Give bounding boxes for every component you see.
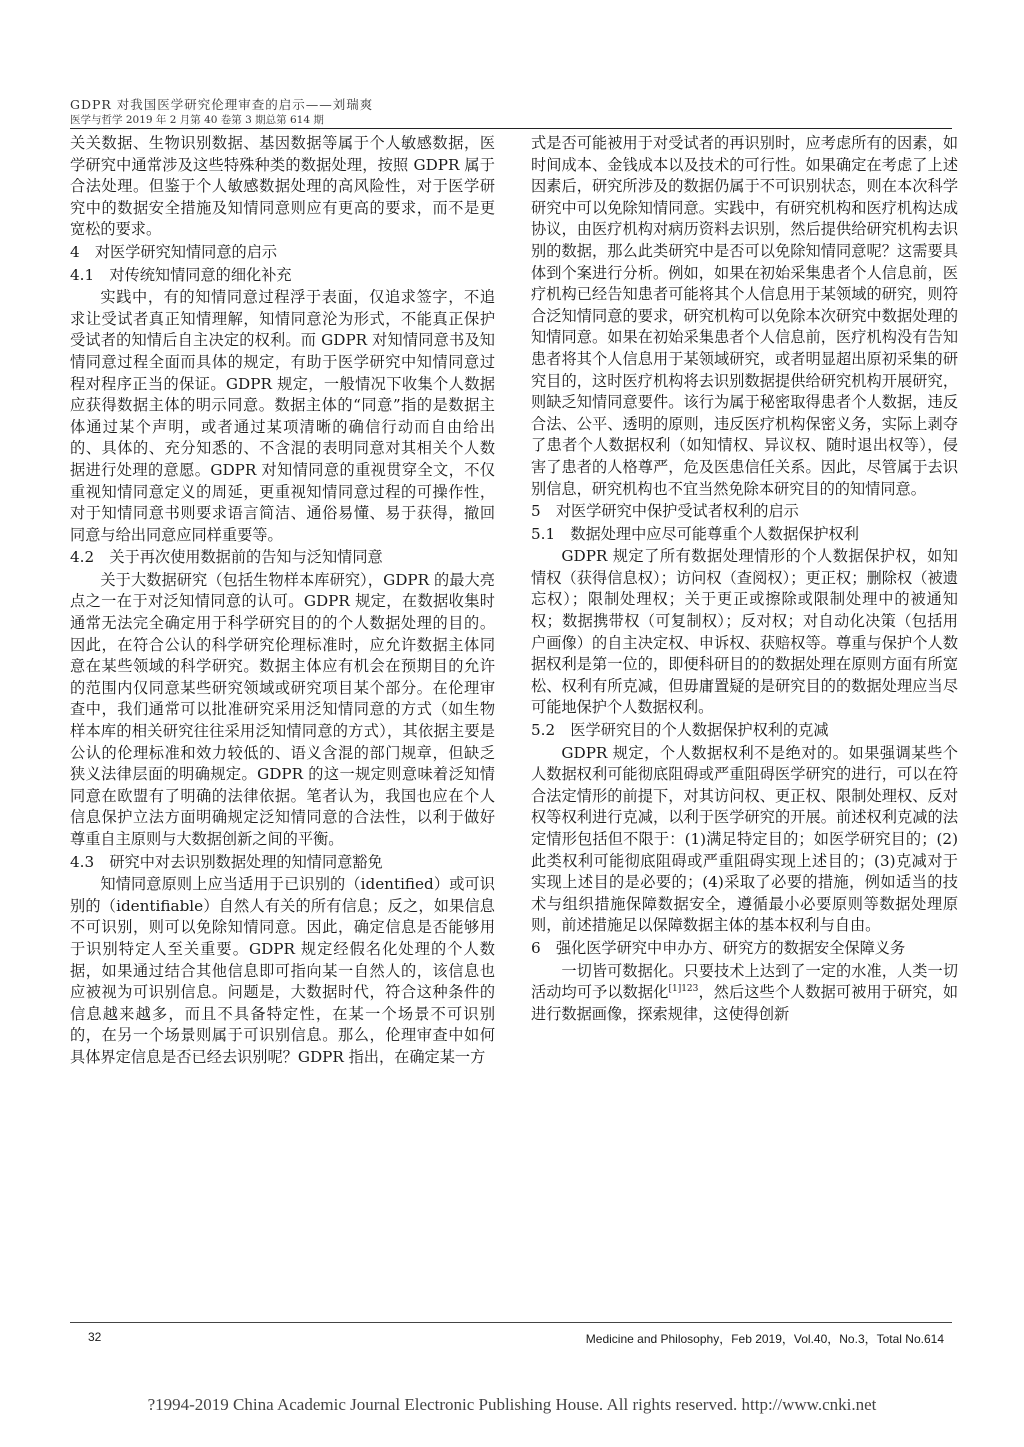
paragraph-continued-right: 式是否可能被用于对受试者的再识别时，应考虑所有的因素，如时间成本、金钱成本以及技术的可行性。如果确定在考虑了上述因素后，研究所涉及的数据仍属于不可识别状态，则在本次科学研究中可以免除知情同意。实践中，有研究机构和医疗机构达成协议，由医疗机构对病历资料去识别，然后提供给研究机构去识别的数据，那么此类研究中是否可以免除知情同意呢？这需要具体到个案进行分析。例如，如果在初始采集患者个人信息前，医疗机构已经告知患者可能将其个人信息用于某领域的研究，则符合泛知情同意的要求，研究机构可以免除本次研究中数据处理的知情同意。如果在初始采集患者个人信息前，医疗机构没有告知患者将其个人信息用于某领域研究，或者明显超出原初采集的研究目的，这时医疗机构将去识别数据提供给研究机构开展研究，则缺乏知情同意要件。该行为属于秘密取得患者个人数据，违反合法、公平、透明的原则，违反医疗机构保密义务，实际上剥夺了患者个人数据权利（如知情权、异议权、随时退出权等），侵害了患者的人格尊严，危及医患信任关系。因此，尽管属于去识别信息，研究机构也不宜当然免除本研究目的的知情同意。: [531, 134, 958, 498]
paragraph-6-part-a: 一切皆可数据化。只要技术上达到了一定的水准，人类一切活动均可予以数据化: [531, 961, 958, 1002]
page-number: 32: [88, 1330, 102, 1344]
citation-marker: [1]123: [668, 984, 699, 995]
paragraph-6-part-b: ，然后这些个人数据可被用于研究，如进行数据画像，探索规律，这使得创新: [531, 983, 959, 1023]
section-heading-6: 6 强化医学研究中申办方、研究方的数据安全保障义务: [531, 938, 906, 957]
running-title: GDPR 对我国医学研究伦理审查的启示——刘瑞爽: [70, 97, 374, 112]
paragraph-5-1: GDPR 规定了所有数据处理情形的个人数据保护权，如知情权（获得信息权）；访问权（查阅权）；更正权；删除权（被遗忘权）；限制处理权；关于更正或擦除或限制处理中的被通知权；数据携带权（可复制权）；反对权；对自动化决策（包括用户画像）的自主决定权、申诉权、获赔权等。尊重与保护个人数据权利是第一位的，即便科研目的的数据处理在原则方面有所宽松、权利有所克减，但毋庸置疑的是研究目的的数据处理应当尽可能地保护个人数据权利。: [531, 547, 958, 717]
issue-line: 医学与哲学 2019 年 2 月第 40 卷第 3 期总第 614 期: [70, 114, 324, 126]
subsection-heading-5-1: 5.1 数据处理中应尽可能尊重个人数据保护权利: [531, 524, 859, 543]
paragraph-4-1: 实践中，有的知情同意过程浮于表面，仅追求签字，不追求让受试者真正知情理解，知情同意沦为形式，不能真正保护受试者的知情后自主决定的权利。而 GDPR 对知情同意书及知情同意过程全面而具体的规定，有助于医学研究中知情同意过程对程序正当的保证。GDPR 规定，一般情况下收集个人数据应获得数据主体的明示同意。数据主体的“同意”指的是数据主体通过某个声明，或者通过某项清晰的确信行动而自由给出的、具体的、充分知悉的、不含混的表明同意对其相关个人数据进行处理的意愿。GDPR 对知情同意的重视贯穿全文，不仅重视知情同意定义的周延，更重视知情同意过程的可操作性，对于知情同意书则要求语言简洁、通俗易懂、易于获得，撤回同意与给出同意应同样重要等。: [70, 288, 495, 544]
left-column: [70, 133, 495, 1069]
subsection-heading-5-2: 5.2 医学研究目的个人数据保护权利的克减: [531, 721, 829, 740]
right-column: [531, 133, 958, 1025]
paragraph-4-3: 知情同意原则上应当适用于已识别的（identified）或可识别的（identifiable）自然人有关的所有信息；反之，如果信息不可识别，则可以免除知情同意。因此，确定信息是否能够用于识别特定人至关重要。GDPR 规定经假名化处理的个人数据，如果通过结合其他信息即可指向某一自然人的，该信息也应被视为可识别信息。问题是，大数据时代，符合这种条件的信息越来越多，而且不具备特定性，在某一个场景不可识别的，在另一个场景则属于可识别信息。那么，伦理审查中如何具体界定信息是否已经去识别呢？GDPR 指出，在确定某一方: [70, 875, 495, 1066]
section-heading-5: 5 对医学研究中保护受试者权利的启示: [531, 502, 799, 521]
copyright-notice: ?1994-2019 China Academic Journal Electronic Publishing House. All rights reserved. http://www.cnki.net: [147, 1395, 877, 1414]
paragraph-4-2: 关于大数据研究（包括生物样本库研究），GDPR 的最大亮点之一在于对泛知情同意的认可。GDPR 规定，在数据收集时通常无法完全确定用于科学研究目的的个人数据处理的目的。因此，在符合公认的科学研究伦理标准时，应允许数据主体同意在某些领域的科学研究。数据主体应有机会在预期目的允许的范围内仅同意某些研究领域或研究项目某个部分。在伦理审查中，我们通常可以批准研究采用泛知情同意的方式（如生物样本库的相关研究往往采用泛知情同意的方式），其依据主要是公认的伦理标准和效力较低的、语义含混的部门规章，但缺乏狭义法律层面的明确规定。GDPR 的这一规定则意味着泛知情同意在欧盟有了明确的法律依据。笔者认为，我国也应在个人信息保护立法方面明确规定泛知情同意的合法性，以利于做好尊重自主原则与大数据创新之间的平衡。: [70, 570, 495, 848]
header-rule: [70, 128, 952, 129]
subsection-heading-4-1: 4.1 对传统知情同意的细化补充: [70, 265, 292, 284]
section-heading-4: 4 对医学研究知情同意的启示: [70, 242, 278, 261]
footer-rule: [70, 1322, 952, 1323]
subsection-heading-4-2: 4.2 关于再次使用数据前的告知与泛知情同意: [70, 548, 383, 567]
journal-footer: Medicine and Philosophy，Feb 2019，Vol.40，No.3，Total No.614: [585, 1332, 944, 1346]
paragraph-6: [531, 961, 958, 1026]
paragraph-5-2: GDPR 规定，个人数据权利不是绝对的。如果强调某些个人数据权利可能彻底阻碍或严重阻碍医学研究的进行，可以在符合法定情形的前提下，对其访问权、更正权、限制处理权、反对权等权利进行克减，以利于医学研究的开展。前述权利克减的法定情形包括但不限于：(1)满足特定目的；如医学研究目的；(2)此类权利可能彻底阻碍或严重阻碍实现上述目的；(3)克减对于实现上述目的是必要的；(4)采取了必要的措施，例如适当的技术与组织措施保障数据安全，遵循最小必要原则等数据处理原则，前述措施足以保障数据主体的基本权利与自由。: [531, 743, 958, 935]
paragraph-continued: 关关数据、生物识别数据、基因数据等属于个人敏感数据，医学研究中通常涉及这些特殊种类的数据处理，按照 GDPR 属于合法处理。但鉴于个人敏感数据处理的高风险性，对于医学研究中的数据安全措施及知情同意则应有更高的要求，而不是更宽松的要求。: [70, 134, 495, 239]
subsection-heading-4-3: 4.3 研究中对去识别数据处理的知情同意豁免: [70, 852, 383, 871]
